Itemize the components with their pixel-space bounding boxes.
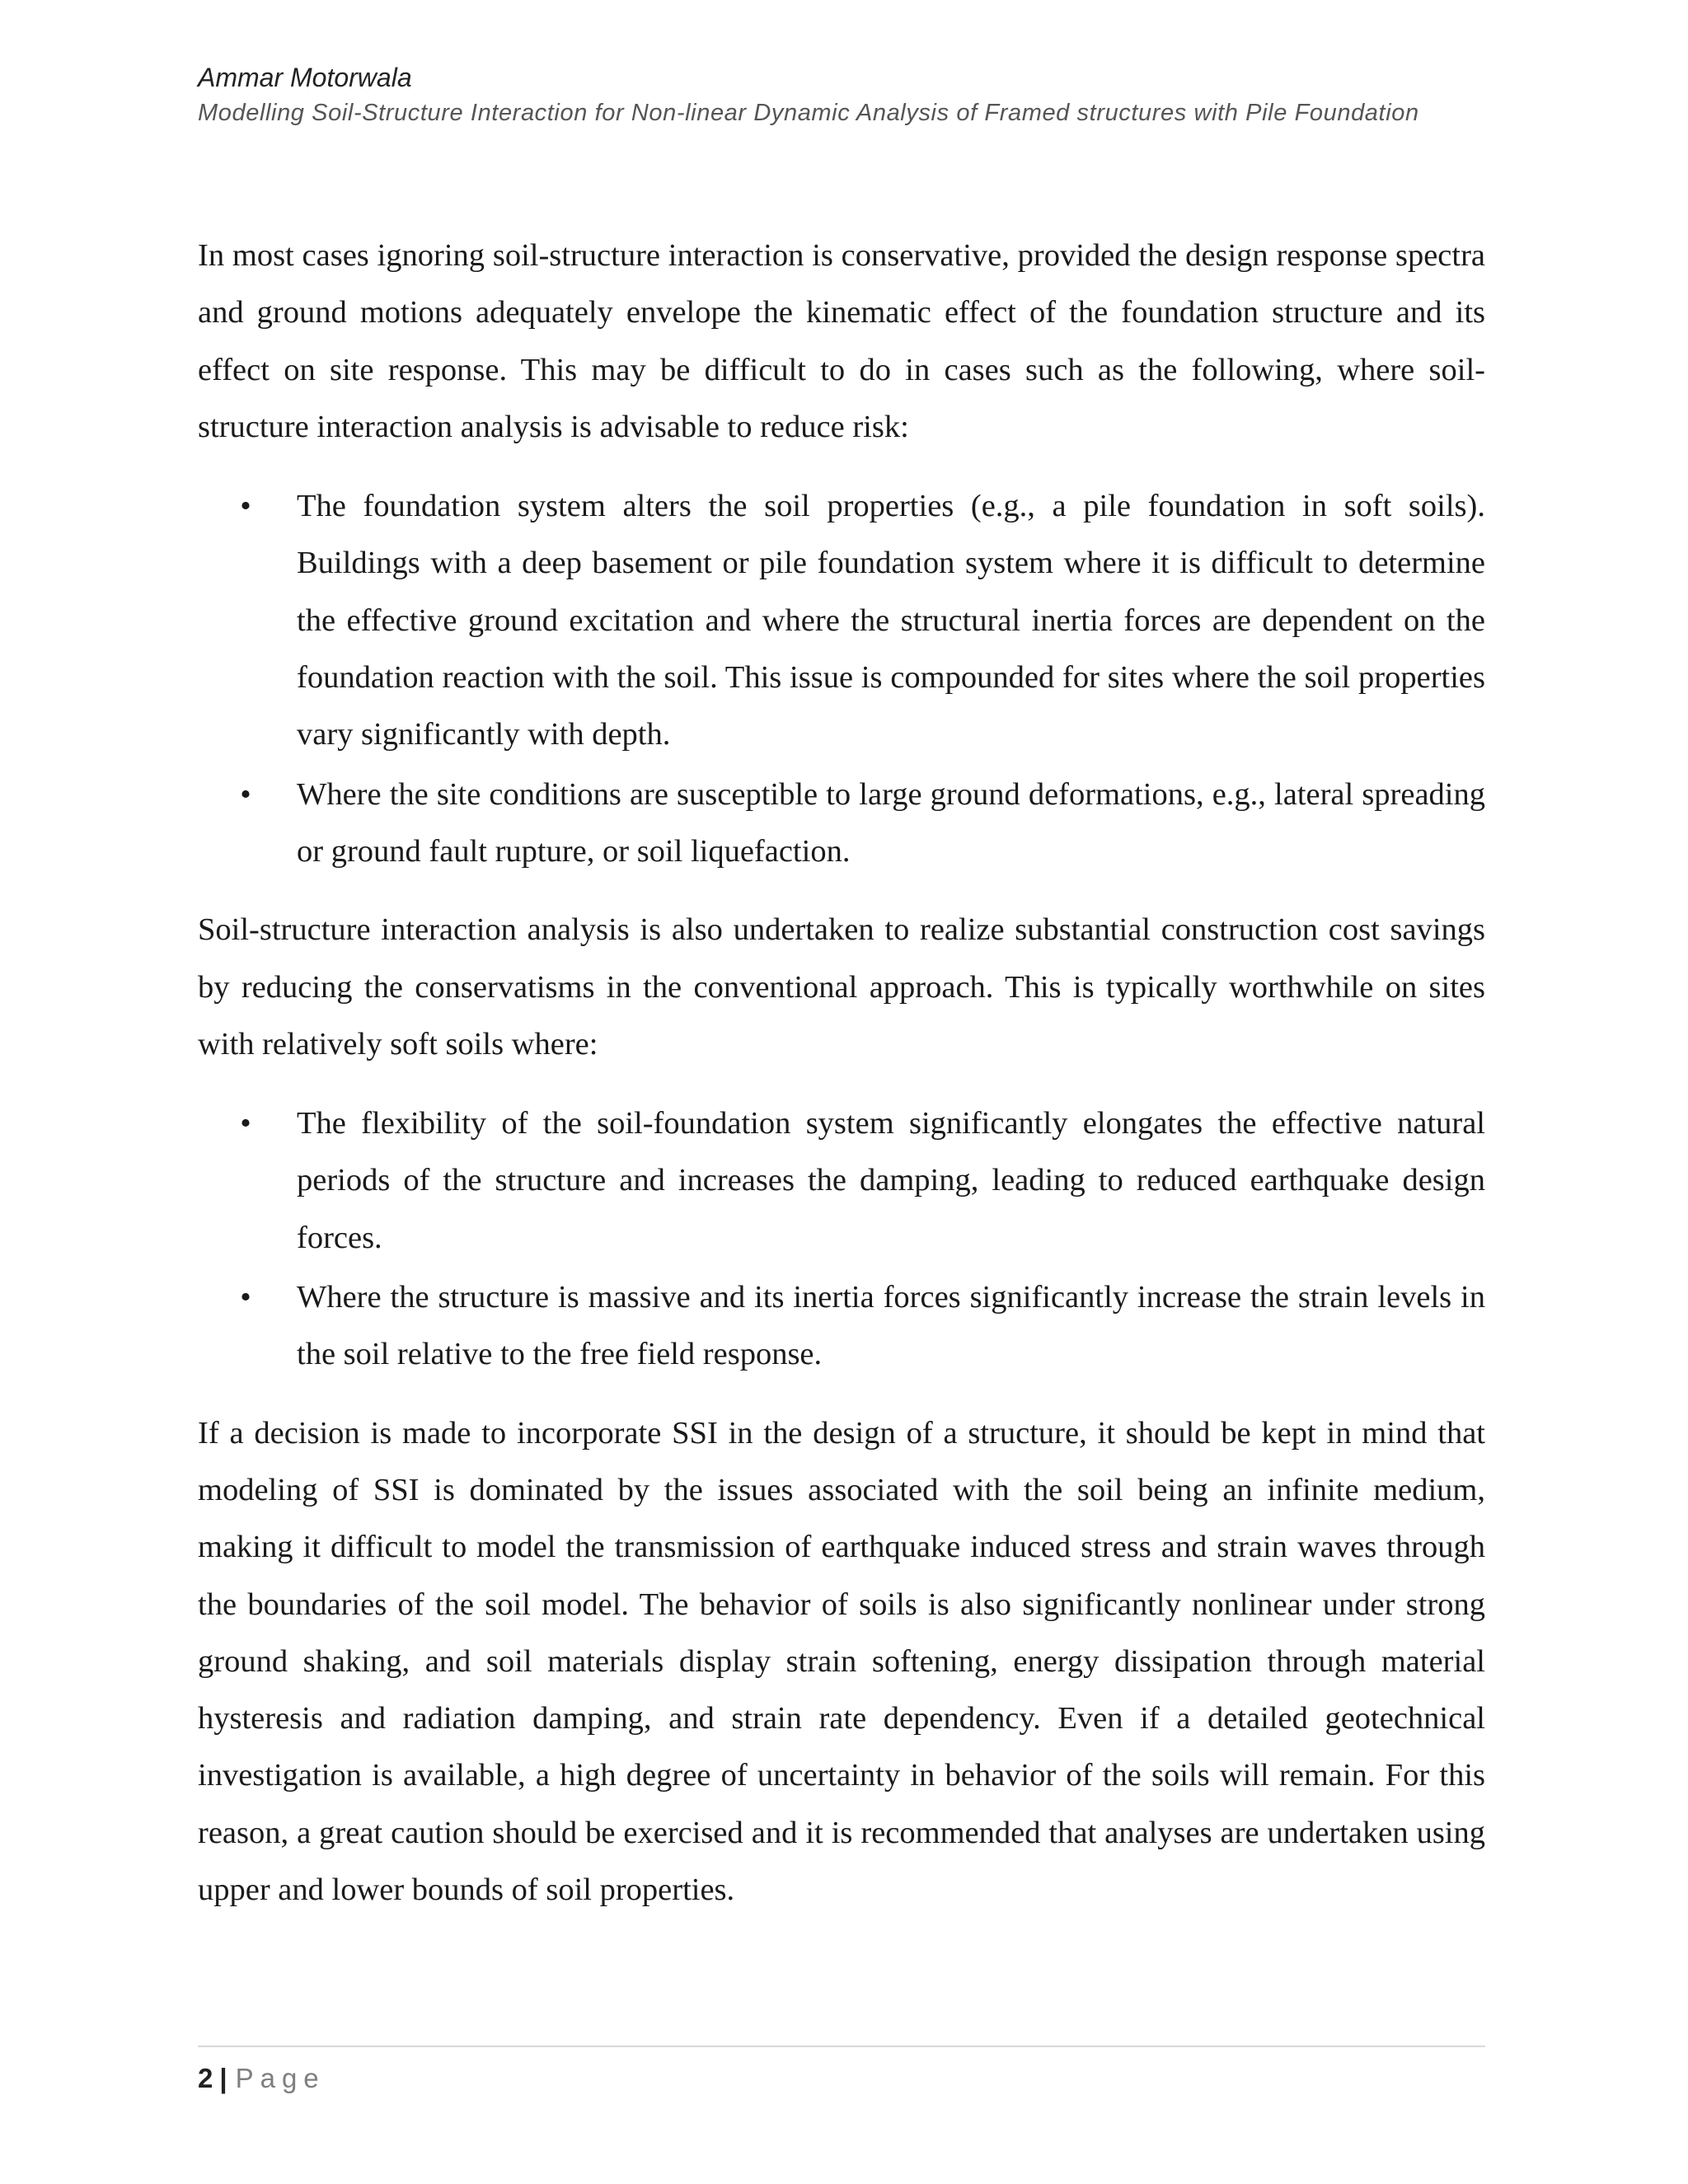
list-item <box>240 478 1485 763</box>
body-paragraph: If a decision is made to incorporate SSI in the design of a structure, it should be kept in mind that modeling of SSI is dominated by the issues associated with the soil being an infinite medium, making it difficult to model the transmission of earthquake induced stress and strain waves through the boundaries of the soil model. The behavior of soils is also significantly nonlinear under strong ground shaking, and soil materials display strain softening, energy dissipation through material hysteresis and radiation damping, and strain rate dependency. Even if a detailed geotechnical investigation is available, a high degree of uncertainty in behavior of the soils will remain. For this reason, a great caution should be exercised and it is recommended that analyses are undertaken using upper and lower bounds of soil properties. <box>198 1415 1485 1908</box>
list-item <box>240 1269 1485 1384</box>
list-item-text: The flexibility of the soil-foundation system significantly elongates the effective natural periods of the structure and increases the damping, leading to reduced earthquake design forces. <box>297 1106 1485 1255</box>
bullet-icon: • <box>240 1106 251 1141</box>
bullet-icon: • <box>240 776 251 812</box>
page-header <box>198 59 1517 130</box>
bullet-list <box>198 1095 1485 1383</box>
list-item-text: Where the structure is massive and its inertia forces significantly increase the strain levels in the soil relative to the free field response. <box>297 1280 1485 1372</box>
list-item-text: Where the site conditions are susceptible to large ground deformations, e.g., lateral spreading or ground fault rupture, or soil liquefaction. <box>297 776 1485 869</box>
body-paragraph: In most cases ignoring soil-structure interaction is conservative, provided the design response spectra and ground motions adequately envelope the kinematic effect of the foundation structure and its effect on site response. This may be difficult to do in cases such as the following, where soil-structure interaction analysis is advisable to reduce risk: <box>198 238 1485 444</box>
footer-divider <box>198 2046 1485 2047</box>
header-author: Ammar Motorwala <box>198 63 412 92</box>
bullet-list <box>198 478 1485 880</box>
page-label: Page <box>235 2063 326 2093</box>
page-body <box>198 227 1485 1919</box>
list-item <box>240 1095 1485 1267</box>
page-footer <box>198 2060 326 2097</box>
list-item-text: The foundation system alters the soil properties (e.g., a pile foundation in soft soils). Buildings with a deep basement or pile foundation system where it is difficult to determine the effective ground excitation and where the structural inertia forces are dependent on the foundation reaction with the soil. This issue is compounded for sites where the soil properties vary significantly with depth. <box>297 489 1485 752</box>
bullet-icon: • <box>240 1280 251 1315</box>
list-item <box>240 766 1485 881</box>
body-paragraph: Soil-structure interaction analysis is also undertaken to realize substantial construction cost savings by reducing the conservatisms in the conventional approach. This is typically worthwhile on sites with relatively soft soils where: <box>198 912 1485 1062</box>
footer-separator: | <box>219 2063 227 2093</box>
page-number: 2 <box>198 2063 213 2093</box>
bullet-icon: • <box>240 489 251 524</box>
header-document-title: Modelling Soil-Structure Interaction for Non-linear Dynamic Analysis of Framed structures with Pile Foundation <box>198 100 1419 126</box>
